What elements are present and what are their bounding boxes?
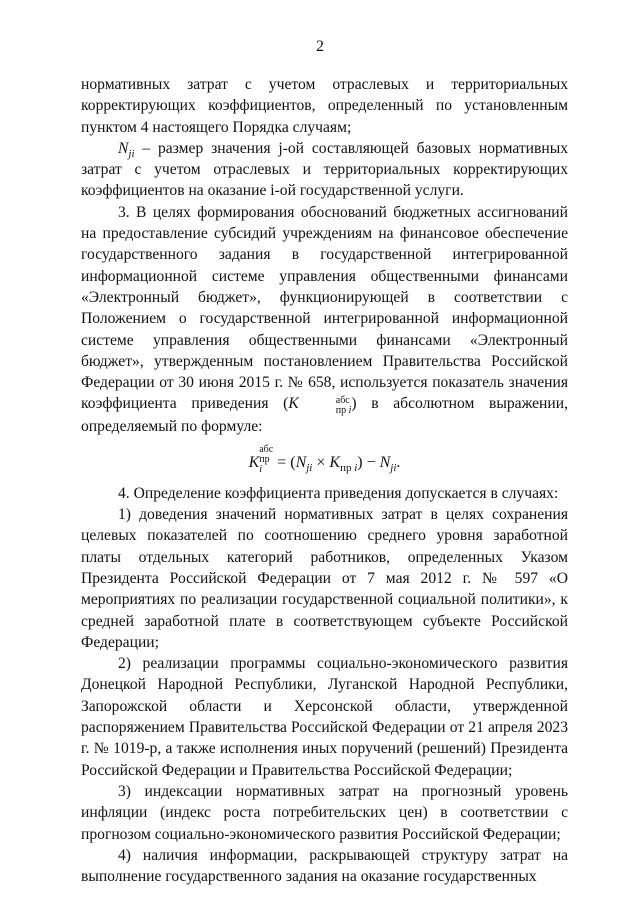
- paragraph-3-tail: в абсолютном выражении, определяемый по формуле:: [81, 395, 568, 436]
- nji-definition-text: – размер значения j-ой составляющей базовых нормативных затрат с учетом отраслевых и территориальных корректирующих коэффициентов на оказание i-ой государственной услуги.: [81, 139, 568, 200]
- page-number: 2: [316, 38, 324, 55]
- document-body: [81, 74, 568, 887]
- formula: K абс пр i = $(N_{ji} \times K_{пр i}) - N_{ji}$.: [248, 443, 401, 475]
- paragraph-item-3: 3) индексации нормативных затрат на прогнозный уровень инфляции (индекс роста потребительских цен) в соответствии с прогнозом социально-экономического развития Российской Федерации;: [81, 782, 568, 843]
- paragraph-nji-definition: [81, 138, 568, 202]
- paragraph-continuation: нормативных затрат с учетом отраслевых и территориальных корректирующих коэффициентов, определенный по установленным пунктом 4 настоящего Порядка случаям;: [81, 76, 568, 136]
- paragraph-item-1: 1) доведения значений нормативных затрат в целях сохранения целевых показателей по соотношению среднего уровня заработной платы отдельных категорий работников, определенных Указом Президента Российской Федерации от 7 мая 2012 г. № 597 «О мероприятиях по реализации государственной социальной политики», к средней заработной плате в соответствующем субъекте Российской Федерации;: [81, 506, 568, 651]
- paragraph-item-2: 2) реализации программы социально-экономического развития Донецкой Народной Республики, Луганской Народной Республики, Запорожской области и Херсонской области, утвержденной распоряжением Правительства Российской Федерации от 21 апреля 2023 г. № 1019-р, а также исполнения иных поручений (решений) Президента Российской Федерации и Правительства Российской Федерации;: [81, 655, 568, 779]
- variable-k-pr-abs: K абс пр i: [288, 395, 352, 417]
- paragraph-4: 4. Определение коэффициента приведения допускается в случаях:: [118, 484, 559, 502]
- formula-k: K абс пр i: [248, 443, 274, 475]
- variable-nji: $N_{ji}$: [118, 139, 135, 160]
- paragraph-item-4: 4) наличия информации, раскрывающей структуру затрат на выполнение государственного задания на оказание государственных: [81, 846, 568, 886]
- paragraph-3-text: 3. В целях формирования обоснований бюджетных ассигнований на предоставление субсидий учреждениям на финансовое обеспечение государственного задания в государственной интегрированной информационной системе управления общественными финансами «Электронный бюджет», функционирующей в соответствии с Положением о государственной интегрированной информационной системе управления общественными финансами «Электронный бюджет», утвержденным постановлением Правительства Российской Федерации от 30 июня 2015 г. № 658, используется показатель значения коэффициента приведения (: [81, 203, 568, 413]
- paragraph-3: 3. В целях формирования обоснований бюджетных ассигнований на предоставление субсидий учреждениям на финансовое обеспечение государственного задания в государственной интегрированной информационной системе управления общественными финансами «Электронный бюджет», функционирующей в соответствии с Положением о государственной интегрированной информационной системе управления общественными финансами «Электронный бюджет», утвержденным постановлением Правительства Российской Федерации от 30 июня 2015 г. № 658, используется показатель значения коэффициента приведения (K абс пр i ) в абсолютном выражении, определяемый по формуле:: [81, 203, 568, 436]
